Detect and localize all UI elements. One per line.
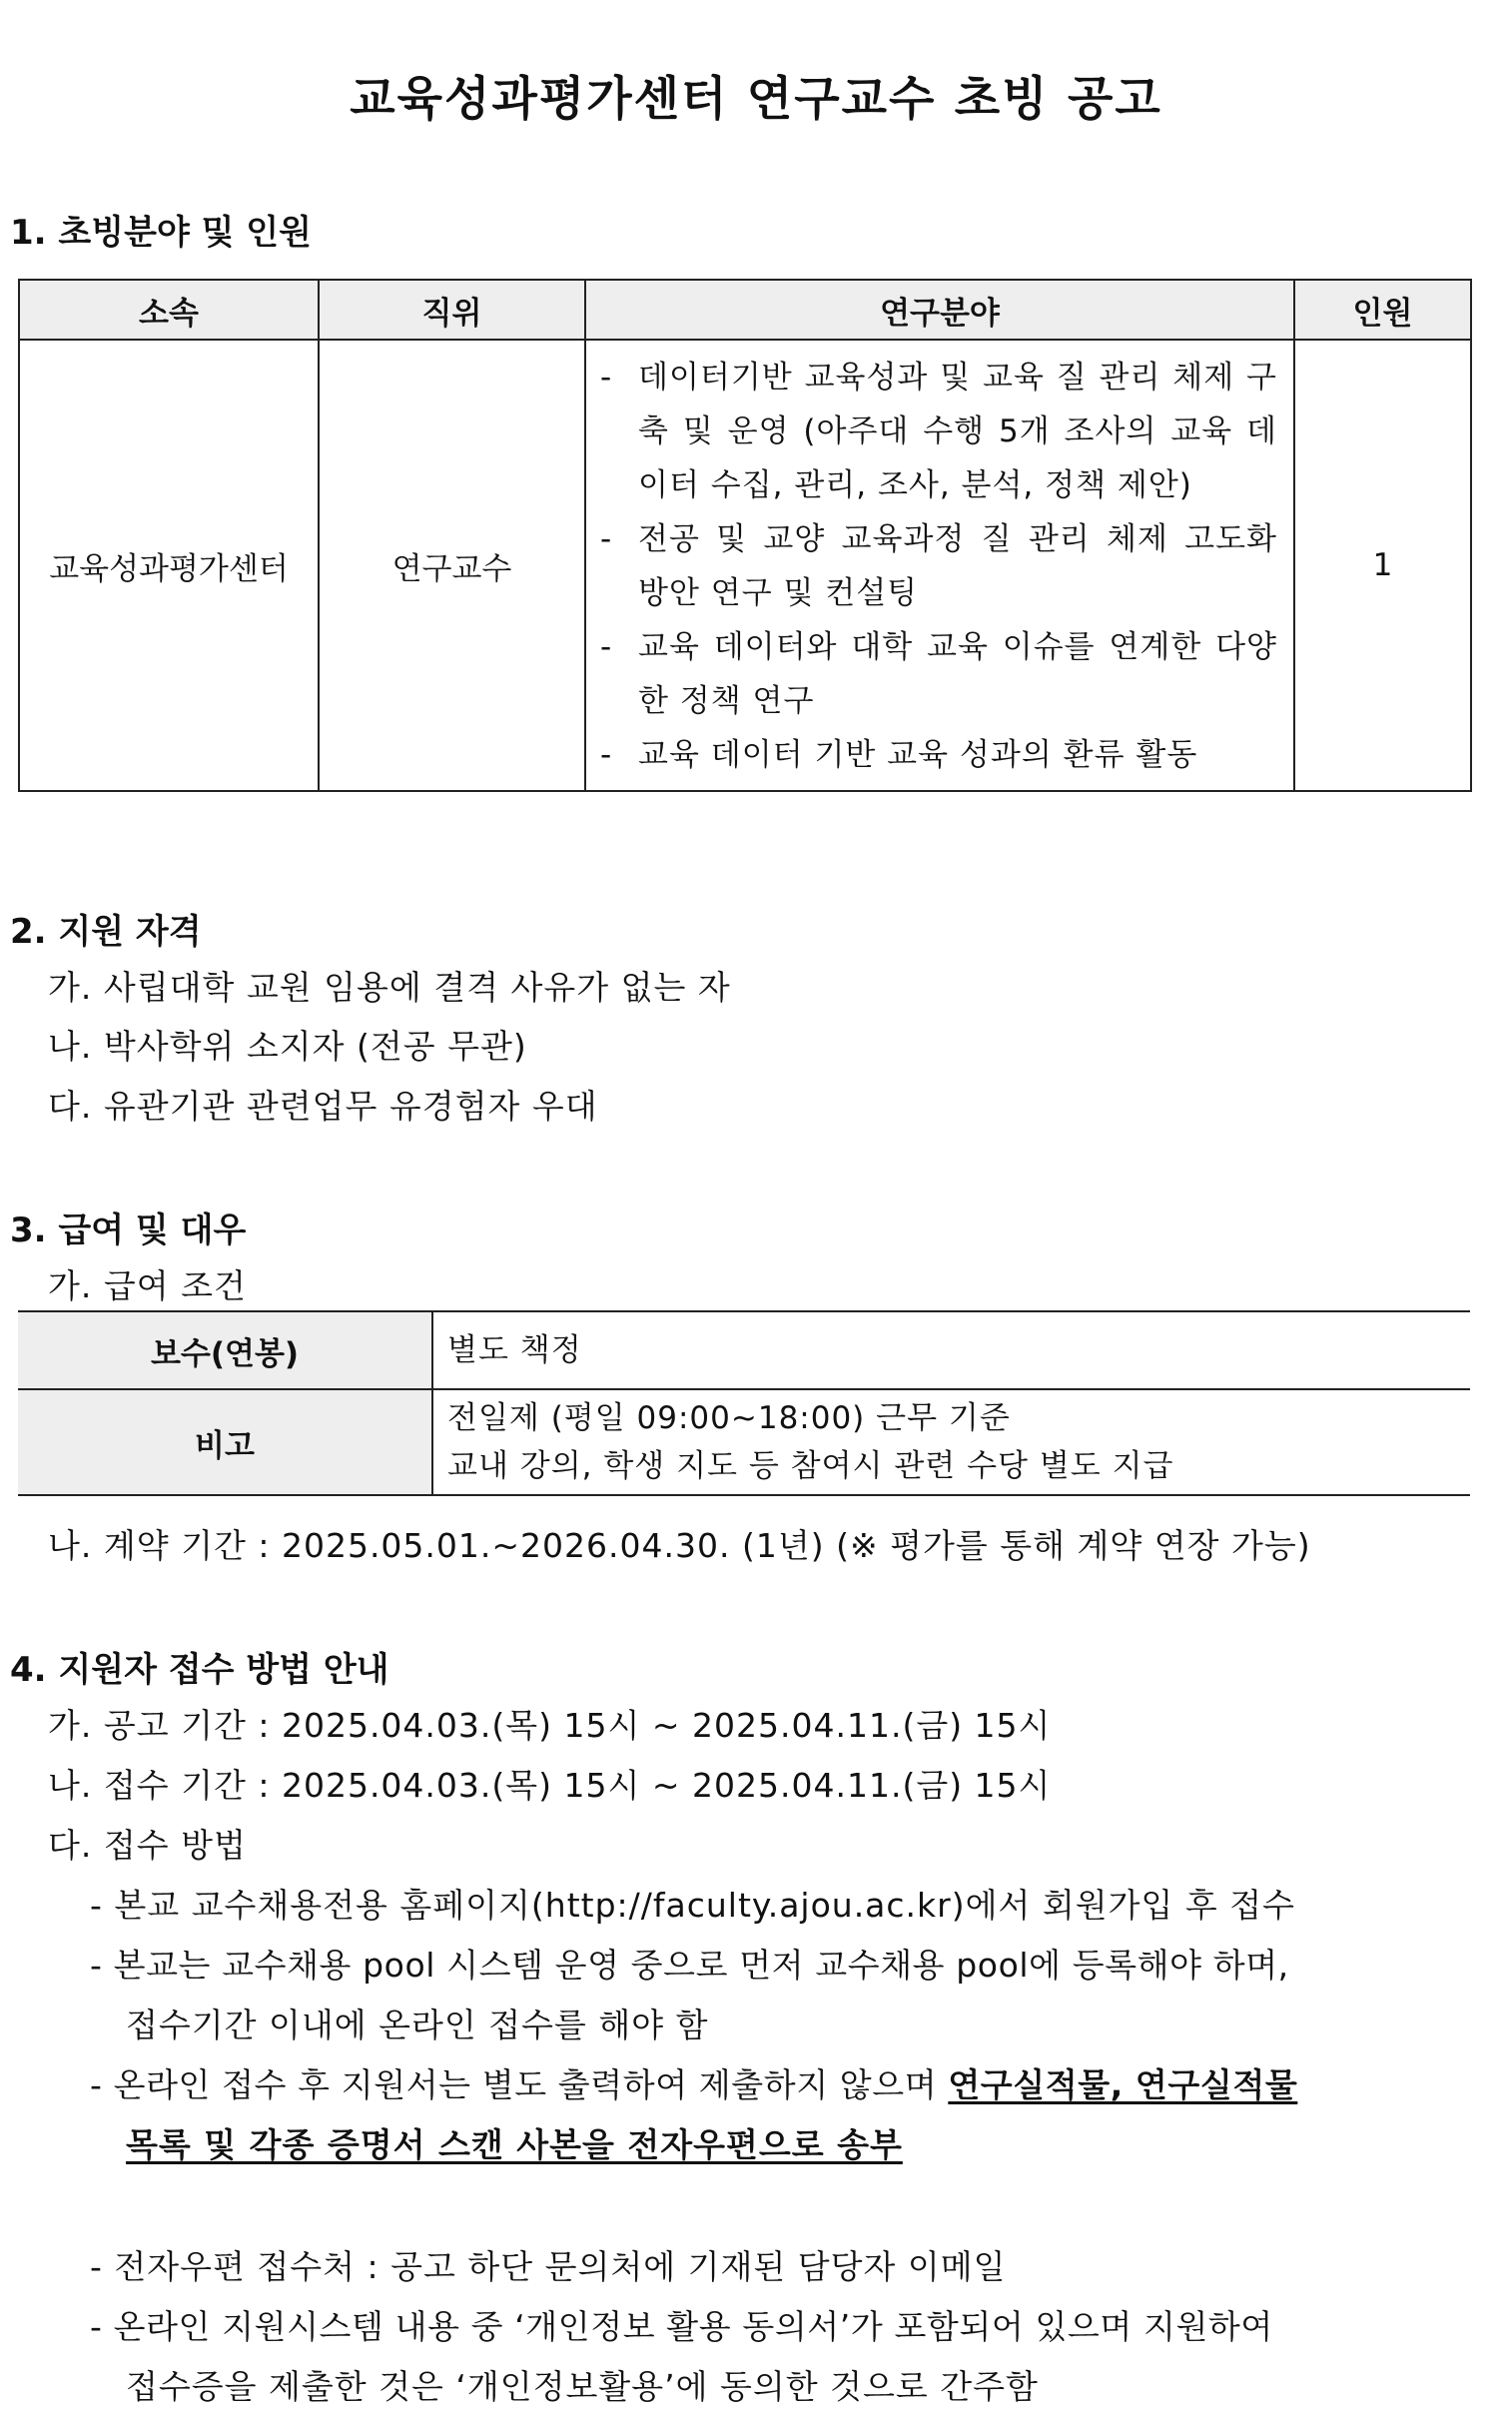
field-item: - 데이터기반 교육성과 및 교육 질 관리 체제 구축 및 운영 (아주대 수행 5개 조사의 교육 데이터 수집, 관리, 조사, 분석, 정책 제안): [600, 360, 1277, 503]
note-line: 교내 강의, 학생 지도 등 참여시 관련 수당 별도 지급: [447, 1448, 1174, 1484]
method-bullet: - 본교는 교수채용 pool 시스템 운영 중으로 먼저 교수채용 pool에 등록해야 하며,: [90, 1946, 1289, 1985]
note-line: 전일제 (평일 09:00~18:00) 근무 기준: [447, 1400, 1011, 1436]
table-row: [19, 340, 1471, 791]
field-item: - 교육 데이터 기반 교육 성과의 환류 활동: [600, 737, 1198, 773]
field-item: - 교육 데이터와 대학 교육 이슈를 연계한 다양한 정책 연구: [600, 629, 1277, 719]
method-label: 다. 접수 방법: [48, 1826, 247, 1865]
notice-period: 가. 공고 기간 : 2025.04.03.(목) 15시 ~ 2025.04.11.(금) 15시: [48, 1706, 1052, 1745]
receipt-period: 나. 접수 기간 : 2025.04.03.(목) 15시 ~ 2025.04.11.(금) 15시: [48, 1766, 1052, 1805]
qualification-item: 가. 사립대학 교원 임용에 결격 사유가 없는 자: [48, 968, 731, 1007]
salary-subheading: 가. 급여 조건: [48, 1266, 247, 1305]
note-value: [432, 1389, 1470, 1495]
emphasis-text: 목록 및 각종 증명서 스캔 사본을 전자우편으로 송부: [126, 2125, 903, 2164]
note-label: 비고: [18, 1389, 432, 1495]
section4-heading: 4. 지원자 접수 방법 안내: [10, 1650, 389, 1690]
contract-period: 나. 계약 기간 : 2025.05.01.~2026.04.30. (1년) (※ 평가를 통해 계약 연장 가능): [48, 1526, 1311, 1565]
header-research-field: 연구분야: [585, 280, 1294, 340]
cell-research-field: [585, 340, 1294, 791]
cell-affiliation: 교육성과평가센터: [19, 340, 319, 791]
method-bullet-continuation: [126, 2119, 903, 2166]
qualification-item: 다. 유관기관 관련업무 유경험자 우대: [48, 1087, 598, 1126]
salary-table: [18, 1310, 1470, 1496]
section1-heading: 1. 초빙분야 및 인원: [10, 213, 312, 253]
field-item: - 전공 및 교양 교육과정 질 관리 체제 고도화 방안 연구 및 컨설팅: [600, 521, 1277, 611]
table-header-row: [19, 280, 1471, 340]
method-bullet: - 온라인 지원시스템 내용 중 ‘개인정보 활용 동의서’가 포함되어 있으며 지원하여: [90, 2307, 1273, 2346]
qualification-item: 나. 박사학위 소지자 (전공 무관): [48, 1027, 527, 1066]
table-row: [18, 1389, 1470, 1495]
method-bullet: - 전자우편 접수처 : 공고 하단 문의처에 기재된 담당자 이메일: [90, 2247, 1007, 2286]
salary-label: 보수(연봉): [18, 1311, 432, 1389]
section3-heading: 3. 급여 및 대우: [10, 1210, 247, 1250]
section2-heading: 2. 지원 자격: [10, 912, 202, 952]
table-row: [18, 1311, 1470, 1389]
recruitment-table: [18, 279, 1472, 792]
salary-value: 별도 책정: [432, 1311, 1470, 1389]
cell-position: 연구교수: [319, 340, 585, 791]
header-position: 직위: [319, 280, 585, 340]
emphasis-text: 연구실적물, 연구실적물: [948, 2065, 1298, 2104]
method-bullet: - 온라인 접수 후 지원서는 별도 출력하여 제출하지 않으며 연구실적물, 연구실적물: [90, 2065, 1298, 2104]
method-bullet-continuation: 접수증을 제출한 것은 ‘개인정보활용’에 동의한 것으로 간주함: [126, 2367, 1039, 2406]
header-affiliation: 소속: [19, 280, 319, 340]
page-title: 교육성과평가센터 연구교수 초빙 공고: [350, 72, 1162, 127]
header-count: 인원: [1294, 280, 1471, 340]
cell-count: 1: [1294, 340, 1471, 791]
method-bullet: - 본교 교수채용전용 홈페이지(http://faculty.ajou.ac.kr)에서 회원가입 후 접수: [90, 1886, 1295, 1925]
method-bullet-continuation: 접수기간 이내에 온라인 접수를 해야 함: [126, 2006, 709, 2044]
